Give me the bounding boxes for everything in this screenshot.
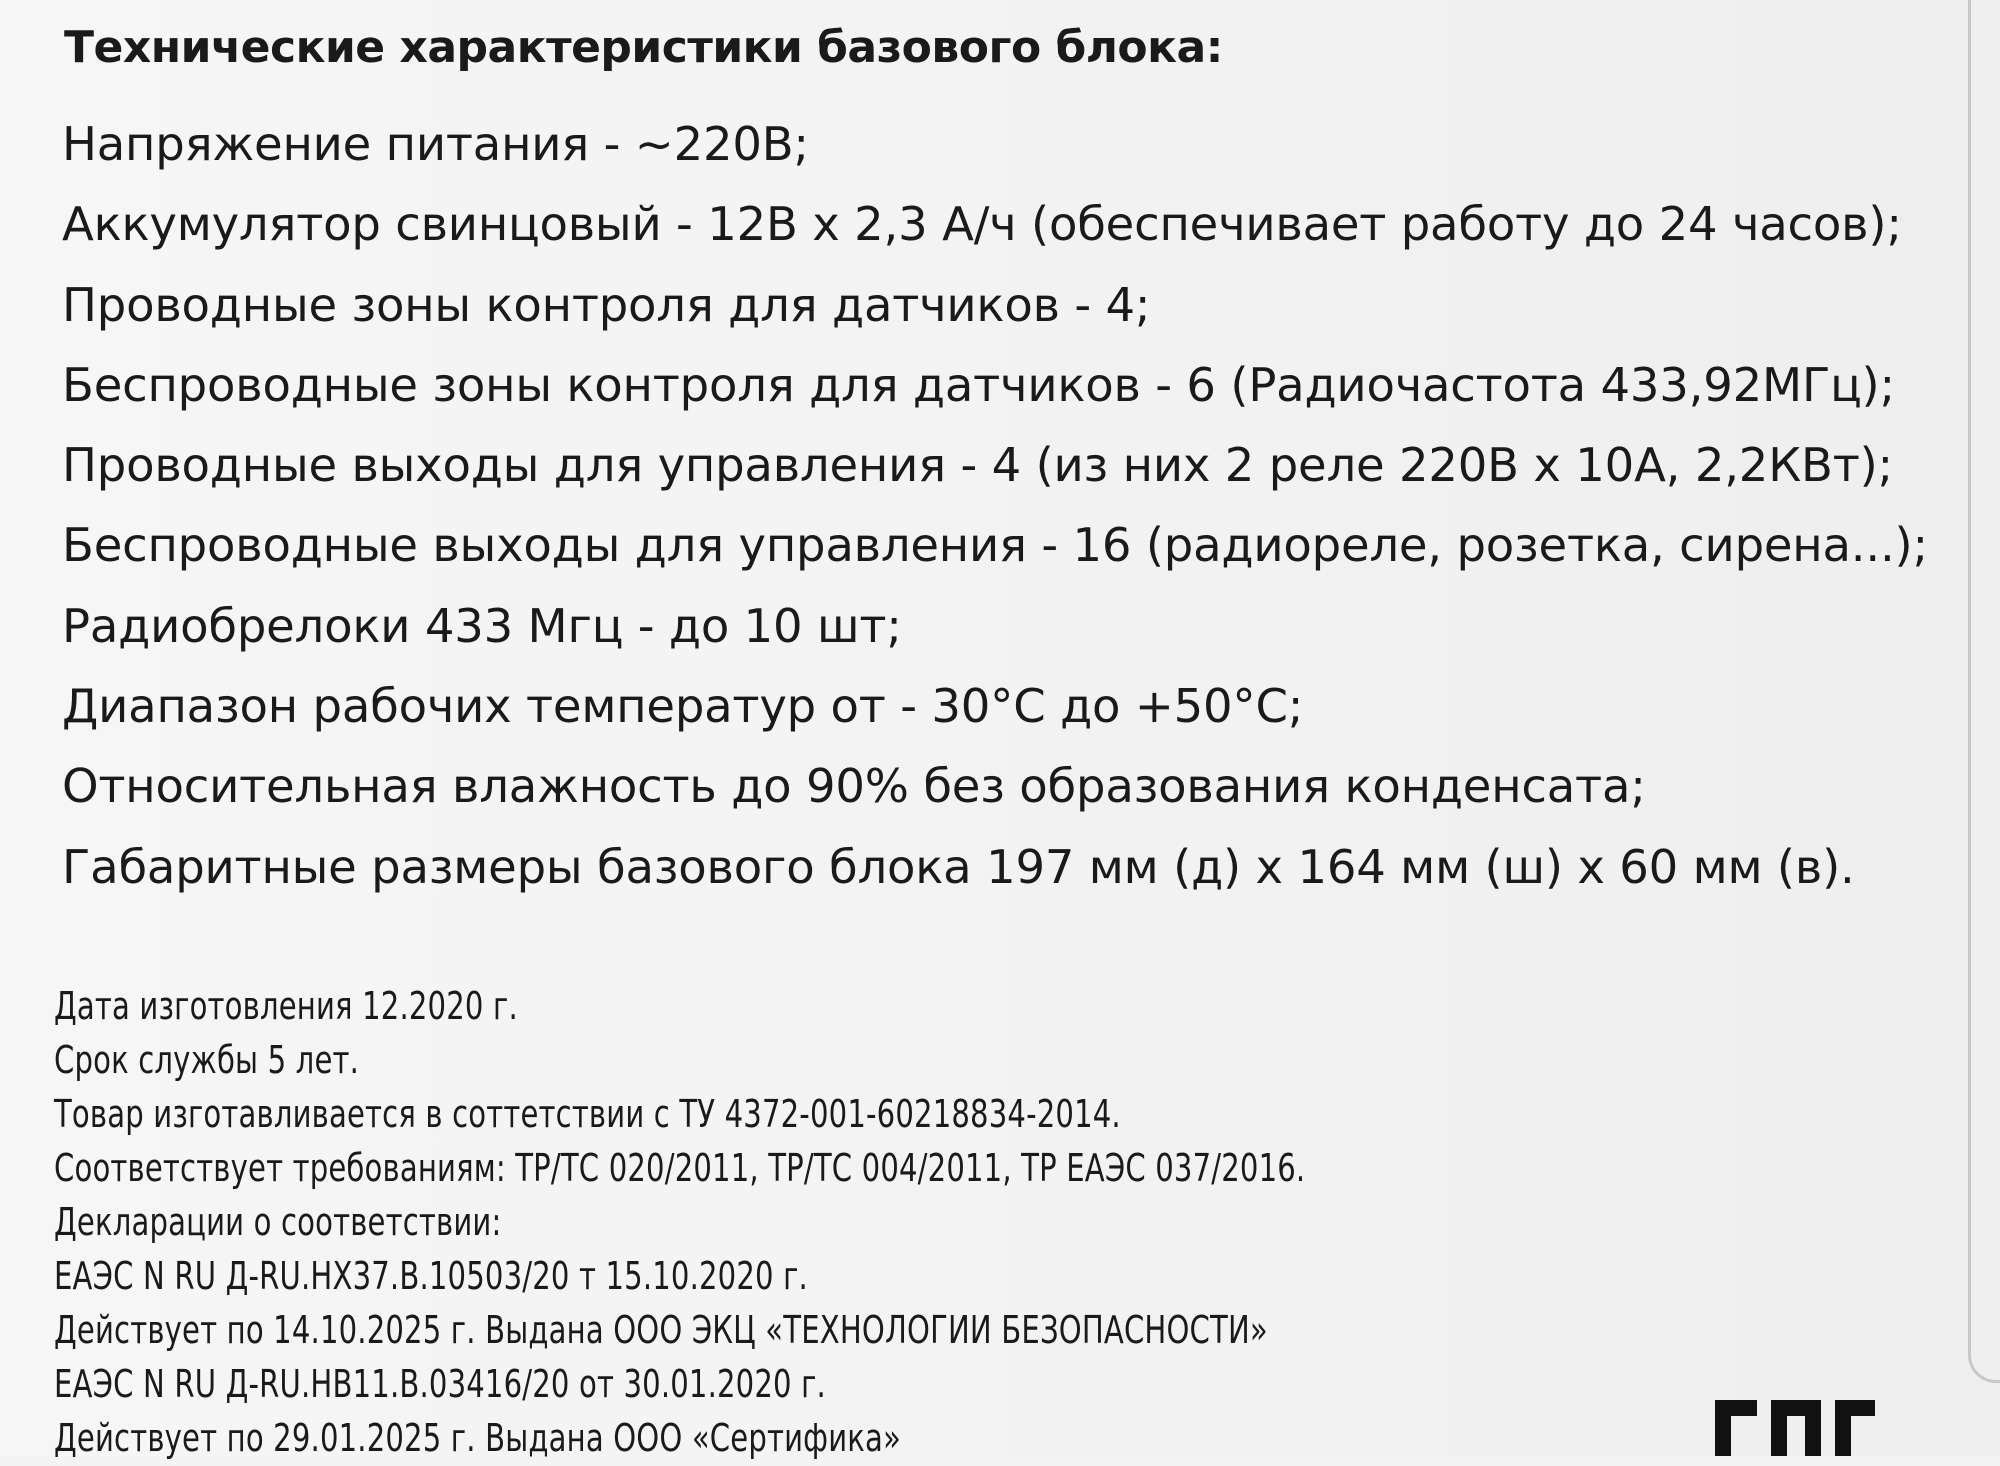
spec-line: Беспроводные зоны контроля для датчиков - 6 (Радиочастота 433,92МГц);: [62, 357, 1895, 412]
spec-line: Диапазон рабочих температур от - 30°С до +50°С;: [62, 679, 1304, 734]
spec-line: Радиобрелоки 433 Мгц - до 10 шт;: [62, 598, 902, 653]
info-line: Действует по 14.10.2025 г. Выдана ООО ЭКЦ «ТЕХНОЛОГИИ БЕЗОПАСНОСТИ»: [54, 1308, 1268, 1353]
eac-mark-icon: [1715, 1400, 1875, 1456]
spec-line: Проводные зоны контроля для датчиков - 4;: [62, 277, 1151, 332]
manufacture-info: [54, 980, 1544, 1466]
spec-line: Аккумулятор свинцовый - 12В х 2,3 А/ч (обеспечивает работу до 24 часов);: [62, 197, 1902, 252]
spec-line: Габаритные размеры базового блока 197 мм (д) х 164 мм (ш) х 60 мм (в).: [62, 839, 1855, 894]
spec-line: Напряжение питания - ~220В;: [62, 117, 809, 171]
sheet-right-edge: [1968, 0, 2000, 1383]
spec-line: Проводные выходы для управления - 4 (из них 2 реле 220В х 10А, 2,2КВт);: [62, 438, 1893, 493]
spec-line: Относительная влажность до 90% без образования конденсата;: [62, 759, 1646, 814]
info-line: Срок службы 5 лет.: [54, 1038, 360, 1083]
info-line: Товар изготавливается в соттетствии с ТУ 4372-001-60218834-2014.: [54, 1092, 1121, 1137]
info-line: Соответствует требованиям: ТР/ТС 020/2011, ТР/ТС 004/2011, ТР ЕАЭС 037/2016.: [54, 1146, 1306, 1191]
spec-list: [62, 104, 1928, 907]
info-line: ЕАЭС N RU Д-RU.НХ37.В.10503/20 т 15.10.2020 г.: [54, 1254, 808, 1299]
info-line: ЕАЭС N RU Д-RU.НВ11.В.03416/20 от 30.01.2020 г.: [54, 1362, 826, 1407]
info-line: Дата изготовления 12.2020 г.: [54, 984, 518, 1029]
info-line: Действует по 29.01.2025 г. Выдана ООО «Сертифика»: [54, 1416, 901, 1461]
specs-title: Технические характеристики базового блока:: [64, 22, 1223, 73]
info-line: Декларации о соответствии:: [54, 1200, 502, 1245]
spec-line: Беспроводные выходы для управления - 16 (радиореле, розетка, сирена...);: [62, 518, 1928, 573]
